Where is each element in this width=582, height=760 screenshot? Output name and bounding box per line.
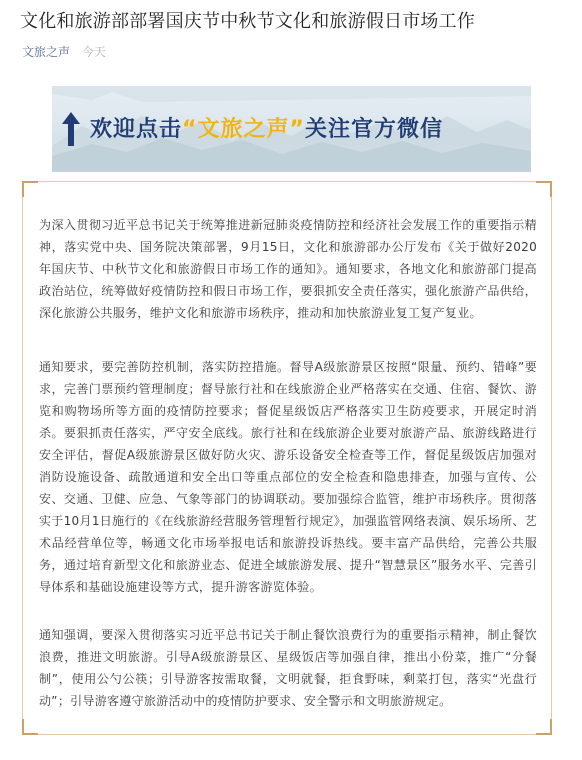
card-corner-ornament xyxy=(536,719,552,735)
body-paragraph: 通知要求，要完善防控机制，落实防控措施。督导A级旅游景区按照“限量、预约、错峰”要求，完善门票预约管理制度；督导旅行社和在线旅游企业严格落实在交通、住宿、餐饮、游览和购物场所等方面的疫情防控要求；督促星级饭店严格落实卫生防疫要求，开展定时消杀。要狠抓责任落实，严守安全底线。旅行社和在线旅游企业要对旅游产品、旅游线路进行安全评估，督促A级旅游景区做好防火灾、游乐设备安全检查等工作，督促星级饭店加强对消防设施设备、疏散通道和安全出口等重点部位的安全检查和隐患排查，加强与宣传、公安、交通、卫健、应急、气象等部门的协调联动。要加强综合监管，维护市场秩序。贯彻落实于10月1日施行的《在线旅游经营服务管理暂行规定》，加强监管网络表演、娱乐场所、艺术品经营单位等，畅通文化市场举报电话和旅游投诉热线。要丰富产品供给，完善公共服务，通过培育新型文化和旅游业态、促进全域旅游发展、提升“智慧景区”服务水平、完善引导体系和基础设施建设等方式，提升游客游览体验。 xyxy=(39,360,537,594)
banner-text xyxy=(90,116,443,144)
banner-text-highlight: “文旅之声” xyxy=(182,117,305,142)
card-corner-ornament xyxy=(22,181,38,197)
account-name-link[interactable]: 文旅之声 xyxy=(22,45,71,59)
banner-text-prefix: 欢迎点击 xyxy=(90,117,183,142)
follow-banner[interactable] xyxy=(52,86,531,172)
body-paragraph: 为深入贯彻习近平总书记关于统筹推进新冠肺炎疫情防控和经济社会发展工作的重要指示精神，落实党中央、国务院决策部署，9月15日，文化和旅游部办公厅发布《关于做好2020年国庆节、中秋节文化和旅游假日市场工作的通知》。通知要求，各地文化和旅游部门提高政治站位，统筹做好疫情防控和假日市场工作，要狠抓安全责任落实，强化旅游产品供给，深化旅游公共服务，维护文化和旅游市场秩序，推动和加快旅游业复工复产复业。 xyxy=(39,218,537,320)
article-body-card xyxy=(22,181,552,735)
body-paragraph: 通知强调，要深入贯彻落实习近平总书记关于制止餐饮浪费行为的重要指示精神，制止餐饮浪费，推进文明旅游。引导A级旅游景区、星级饭店等加强自律，推出小份菜，推广“分餐制”，使用公勺公筷；引导游客按需取餐，文明就餐，拒食野味，剩菜打包，落实“光盘行动”；引导游客遵守旅游活动中的疫情防护要求、安全警示和文明旅游规定。 xyxy=(39,628,537,708)
up-arrow-icon xyxy=(62,112,80,146)
article-meta xyxy=(22,44,106,60)
banner-text-suffix: 关注官方微信 xyxy=(304,117,443,142)
article-title: 文化和旅游部部署国庆节中秋节文化和旅游假日市场工作 xyxy=(20,11,475,32)
publish-date: 今天 xyxy=(81,45,106,59)
card-corner-ornament xyxy=(536,181,552,197)
card-corner-ornament xyxy=(22,719,38,735)
